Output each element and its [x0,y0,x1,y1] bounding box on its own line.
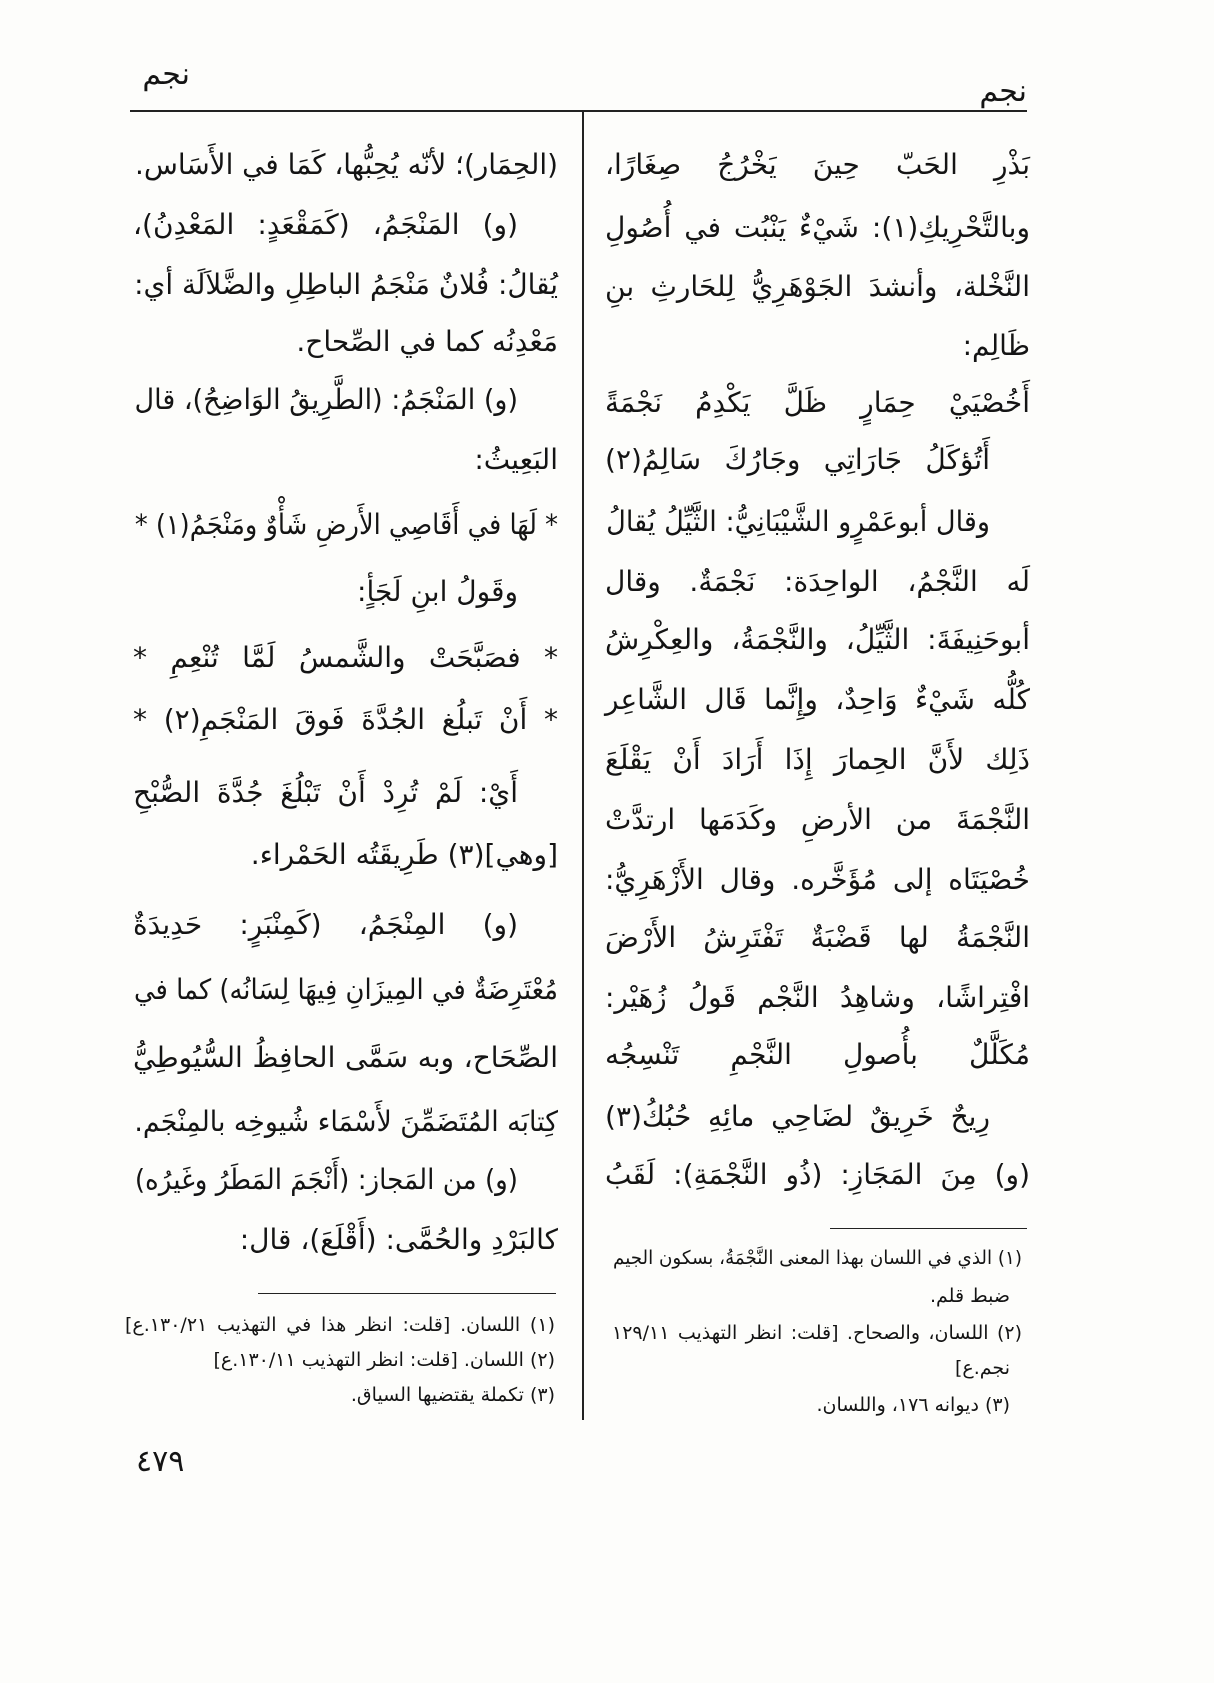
verse-line: * فصَبَّحَتْ والشَّمسُ لَمَّا تُنْعِمِ * [133,641,558,674]
right-column-line: النَّجْمَةَ من الأرضِ وكَدَمَها ارتدَّتْ [605,803,1030,836]
left-footnote-rule [258,1293,556,1294]
right-column-line: النَّخْلة، وأنشدَ الجَوْهَرِيُّ لِلحَارثِ بنِ [605,270,1030,303]
left-column-line: (و) من المَجاز: (أَنْجَمَ المَطَرُ وغَيرُه) [134,1163,519,1196]
left-column-line: كالبَرْدِ والحُمَّى: (أَقْلَعَ)، قال: [239,1223,558,1256]
page-number: ٤٧٩ [136,1444,185,1479]
left-column-line: مُعْتَرِضَةٌ في المِيزَانِ فِيهَا لِسَانُه) كما في [134,973,558,1006]
left-column-line: الصِّحَاح، وبه سَمَّى الحافِظُ السُّيُوطِيُّ [133,1041,558,1074]
left-column-line: يُقالُ: فُلانٌ مَنْجَمُ الباطِلِ والضَّلاَلَة أي: [134,268,558,301]
left-column-line: أَيْ: لَمْ تُرِدْ أَنْ تَبْلُغَ جُدَّةَ الصُّبْحِ [133,776,518,809]
left-column-line: (و) المِنْجَمُ، (كَمِنْبَرٍ: حَدِيدَةٌ [133,908,518,941]
right-column-line: بَذْرِ الحَبّ حِينَ يَخْرُجُ صِغَارًا، [605,148,1030,181]
column-divider [582,112,584,1420]
footnote-line: (١) الذي في اللسان بهذا المعنى النَّجْمَةُ، بسكون الجيم [613,1247,1022,1269]
left-column-line: (و) المَنْجَمُ، (كَمَقْعَدٍ: المَعْدِنُ)، [133,208,518,241]
right-footnote-rule [830,1228,1027,1229]
running-header-right: نجم [979,74,1027,109]
footnote-line: ضبط قلم. [930,1285,1010,1307]
right-column-line: كُلُّه شَيْءٌ وَاحِدٌ، وإِنَّما قَال الشَّاعِر [605,683,1030,716]
left-column-line: (و) المَنْجَمُ: (الطَّرِيقُ الوَاضِحُ)، قال [134,383,518,416]
running-header-left: نجم [142,57,190,92]
header-rule [130,110,1027,112]
verse-line: * لَهَا في أَقَاصِي الأَرضِ شَأْوٌ ومَنْجَمُ(١) * [134,508,558,541]
verse-line: أَخُصْيَيْ حِمَارٍ ظَلَّ يَكْدِمُ نَجْمَةً [605,386,1030,419]
footnote-line: (٢) اللسان. [قلت: انظر التهذيب ١٣٠/١١.ع] [213,1349,555,1371]
verse-line: رِيحٌ خَرِيقٌ لضَاحِي مائِهِ حُبُكُ(٣) [605,1100,990,1133]
verse-line: مُكَلَّلٌ بأُصولِ النَّجْمِ تَنْسِجُه [605,1038,1030,1071]
verse-line: * أَنْ تَبلُغ الجُدَّةَ فَوقَ المَنْجَمِ(٢) * [133,703,558,736]
right-column-line: وبالتَّحْرِيكِ(١): شَيْءٌ يَنْبُت في أُصُولِ [605,211,1030,244]
left-column-line: (الحِمَار)؛ لأنّه يُحِبُّها، كَمَا في الأَسَاس. [134,148,558,181]
left-column-line: البَعِيثُ: [474,443,558,476]
footnote-line: (٢) اللسان، والصحاح. [قلت: انظر التهذيب ١٢٩/١١ [612,1322,1022,1344]
left-column-line: [وهي](٣) طَرِيقَتُه الحَمْراء. [250,838,558,871]
left-column-line: وقَولُ ابنِ لَجَأٍ: [357,575,518,608]
right-column-line: خُصْيَتَاه إلى مُؤَخَّره. وقال الأَزْهَرِيُّ: [605,863,1030,896]
right-column-line: لَه النَّجْمُ، الواحِدَة: نَجْمَةٌ. وقال [605,565,1030,598]
right-column-line: ذَلِك لأَنَّ الحِمارَ إِذَا أَرَادَ أَنْ يَقْلَعَ [605,743,1030,776]
left-column-line: كِتابَه المُتَضَمِّنَ لأَسْمَاء شُيوخِه بالمِنْجَم. [134,1105,559,1138]
right-column-line: (و) مِنَ المَجَازِ: (ذُو النَّجْمَةِ): لَقَبُ [605,1158,1030,1191]
verse-line: أَتُؤكَلُ جَارَاتِي وجَارُكَ سَالِمُ(٢) [605,443,990,476]
right-column-line: النَّجْمَةُ لها قَضْبَةٌ تَفْتَرِشُ الأَرْضَ [605,921,1030,954]
right-column-line: وقال أبوعَمْرٍو الشَّيْبَانِيُّ: الثَّيِّلُ يُقالُ [606,505,990,538]
footnote-line: نجم.ع] [955,1357,1010,1379]
right-column-line: أبوحَنِيفَةَ: الثَّيِّلُ، والنَّجْمَةُ، والعِكْرِشُ [605,623,1030,656]
right-column-line: افْتِراشًا، وشاهِدُ النَّجْم قَولُ زُهَيْر: [605,981,1030,1014]
footnote-line: (٣) تكملة يقتضيها السياق. [350,1384,555,1406]
right-column-line: ظَالِم: [962,329,1030,362]
left-column-line: مَعْدِنُه كما في الصِّحاح. [296,325,558,358]
footnote-line: (٣) ديوانه ١٧٦، واللسان. [816,1394,1010,1416]
footnote-line: (١) اللسان. [قلت: انظر هذا في التهذيب ١٣٠/٢١.ع] [125,1314,555,1336]
